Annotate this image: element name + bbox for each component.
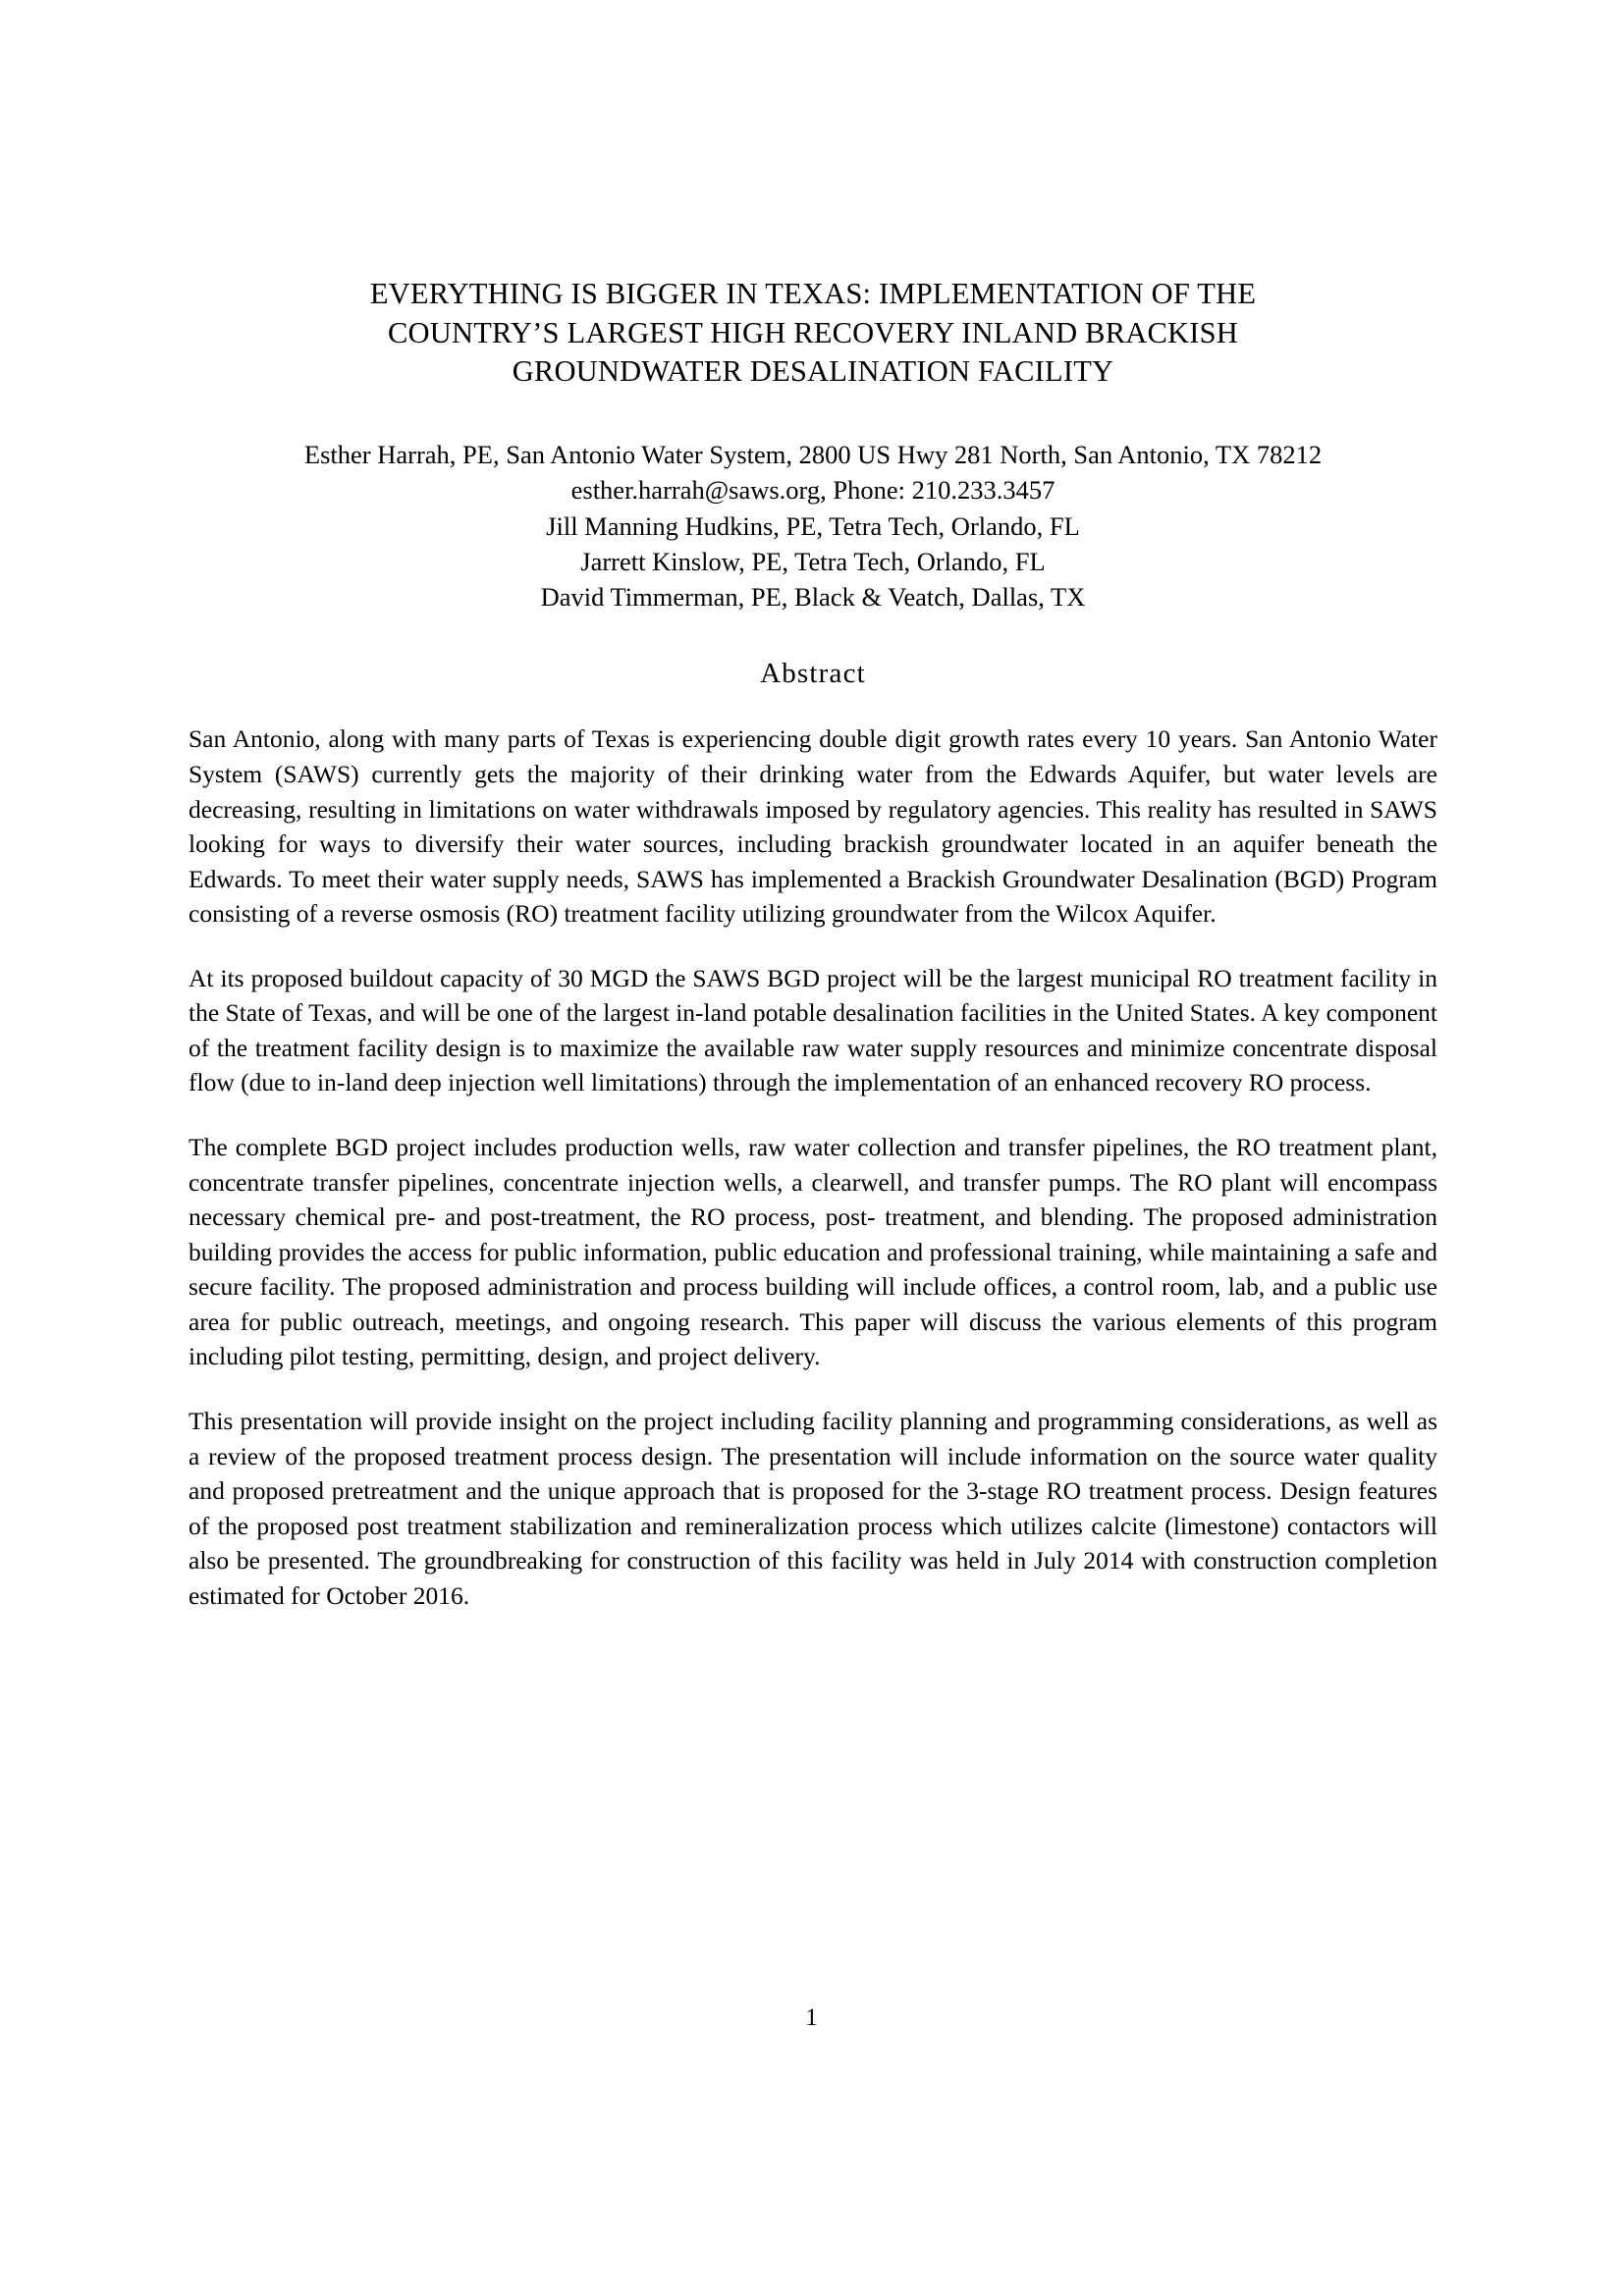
paper-title [189,275,1437,392]
abstract-body [189,721,1437,1613]
author-contact-line: esther.harrah@saws.org, Phone: 210.233.3457 [570,475,1055,506]
author-line-2: Jill Manning Hudkins, PE, Tetra Tech, Orlando, FL [546,510,1080,541]
title-line-1: EVERYTHING IS BIGGER IN TEXAS: IMPLEMENTATION OF THE [369,277,1257,310]
page-content [189,275,1437,1613]
title-line-2: COUNTRY’S LARGEST HIGH RECOVERY INLAND BRACKISH [388,315,1238,349]
page-number: 1 [805,2004,818,2031]
title-line-3: GROUNDWATER DESALINATION FACILITY [512,354,1114,389]
author-line-4: David Timmerman, PE, Black & Veatch, Dallas, TX [540,582,1086,613]
author-line-3: Jarrett Kinslow, PE, Tetra Tech, Orlando, FL [580,546,1046,576]
abstract-paragraph-2: At its proposed buildout capacity of 30 MGD the SAWS BGD project will be the largest municipal RO treatment facility in the State of Texas, and will be one of the largest in-land potable desalination facilities in the United States. A key component of the treatment facility design is to maximize the available raw water supply resources and minimize concentrate disposal flow (due to in-land deep injection well limitations) through the implementation of an enhanced recovery RO process. [189,963,1437,1097]
abstract-paragraph-4: This presentation will provide insight on the project including facility planning and programming considerations, as well as a review of the proposed treatment process design. The presentation will include information on the source water quality and proposed pretreatment and the unique approach that is proposed for the 3-stage RO treatment process. Design features of the proposed post treatment stabilization and remineralization process which utilizes calcite (limestone) contactors will also be presented. The groundbreaking for construction of this facility was held in July 2014 with construction completion estimated for October 2016. [189,1406,1437,1610]
author-line-1: Esther Harrah, PE, San Antonio Water System, 2800 US Hwy 281 North, San Antonio, TX 78212 [303,439,1323,469]
abstract-heading: Abstract [760,658,866,690]
abstract-paragraph-1: San Antonio, along with many parts of Texas is experiencing double digit growth rates every 10 years. San Antonio Water System (SAWS) currently gets the majority of their drinking water from the Edwards Aquifer, but water levels are decreasing, resulting in limitations on water withdrawals imposed by regulatory agencies. This reality has resulted in SAWS looking for ways to diversify their water sources, including brackish groundwater located in an aquifer beneath the Edwards. To meet their water supply needs, SAWS has implemented a Brackish Groundwater Desalination (BGD) Program consisting of a reverse osmosis (RO) treatment facility utilizing groundwater from the Wilcox Aquifer. [189,724,1437,929]
abstract-paragraph-3: The complete BGD project includes production wells, raw water collection and transfer pipelines, the RO treatment plant, concentrate transfer pipelines, concentrate injection wells, a clearwell, and transfer pumps. The RO plant will encompass necessary chemical pre- and post-treatment, the RO process, post- treatment, and blending. The proposed administration building provides the access for public information, public education and professional training, while maintaining a safe and secure facility. The proposed administration and process building will include offices, a control room, lab, and a public use area for public outreach, meetings, and ongoing research. This paper will discuss the various elements of this program including pilot testing, permitting, design, and project delivery. [189,1133,1437,1371]
author-block [189,437,1437,614]
